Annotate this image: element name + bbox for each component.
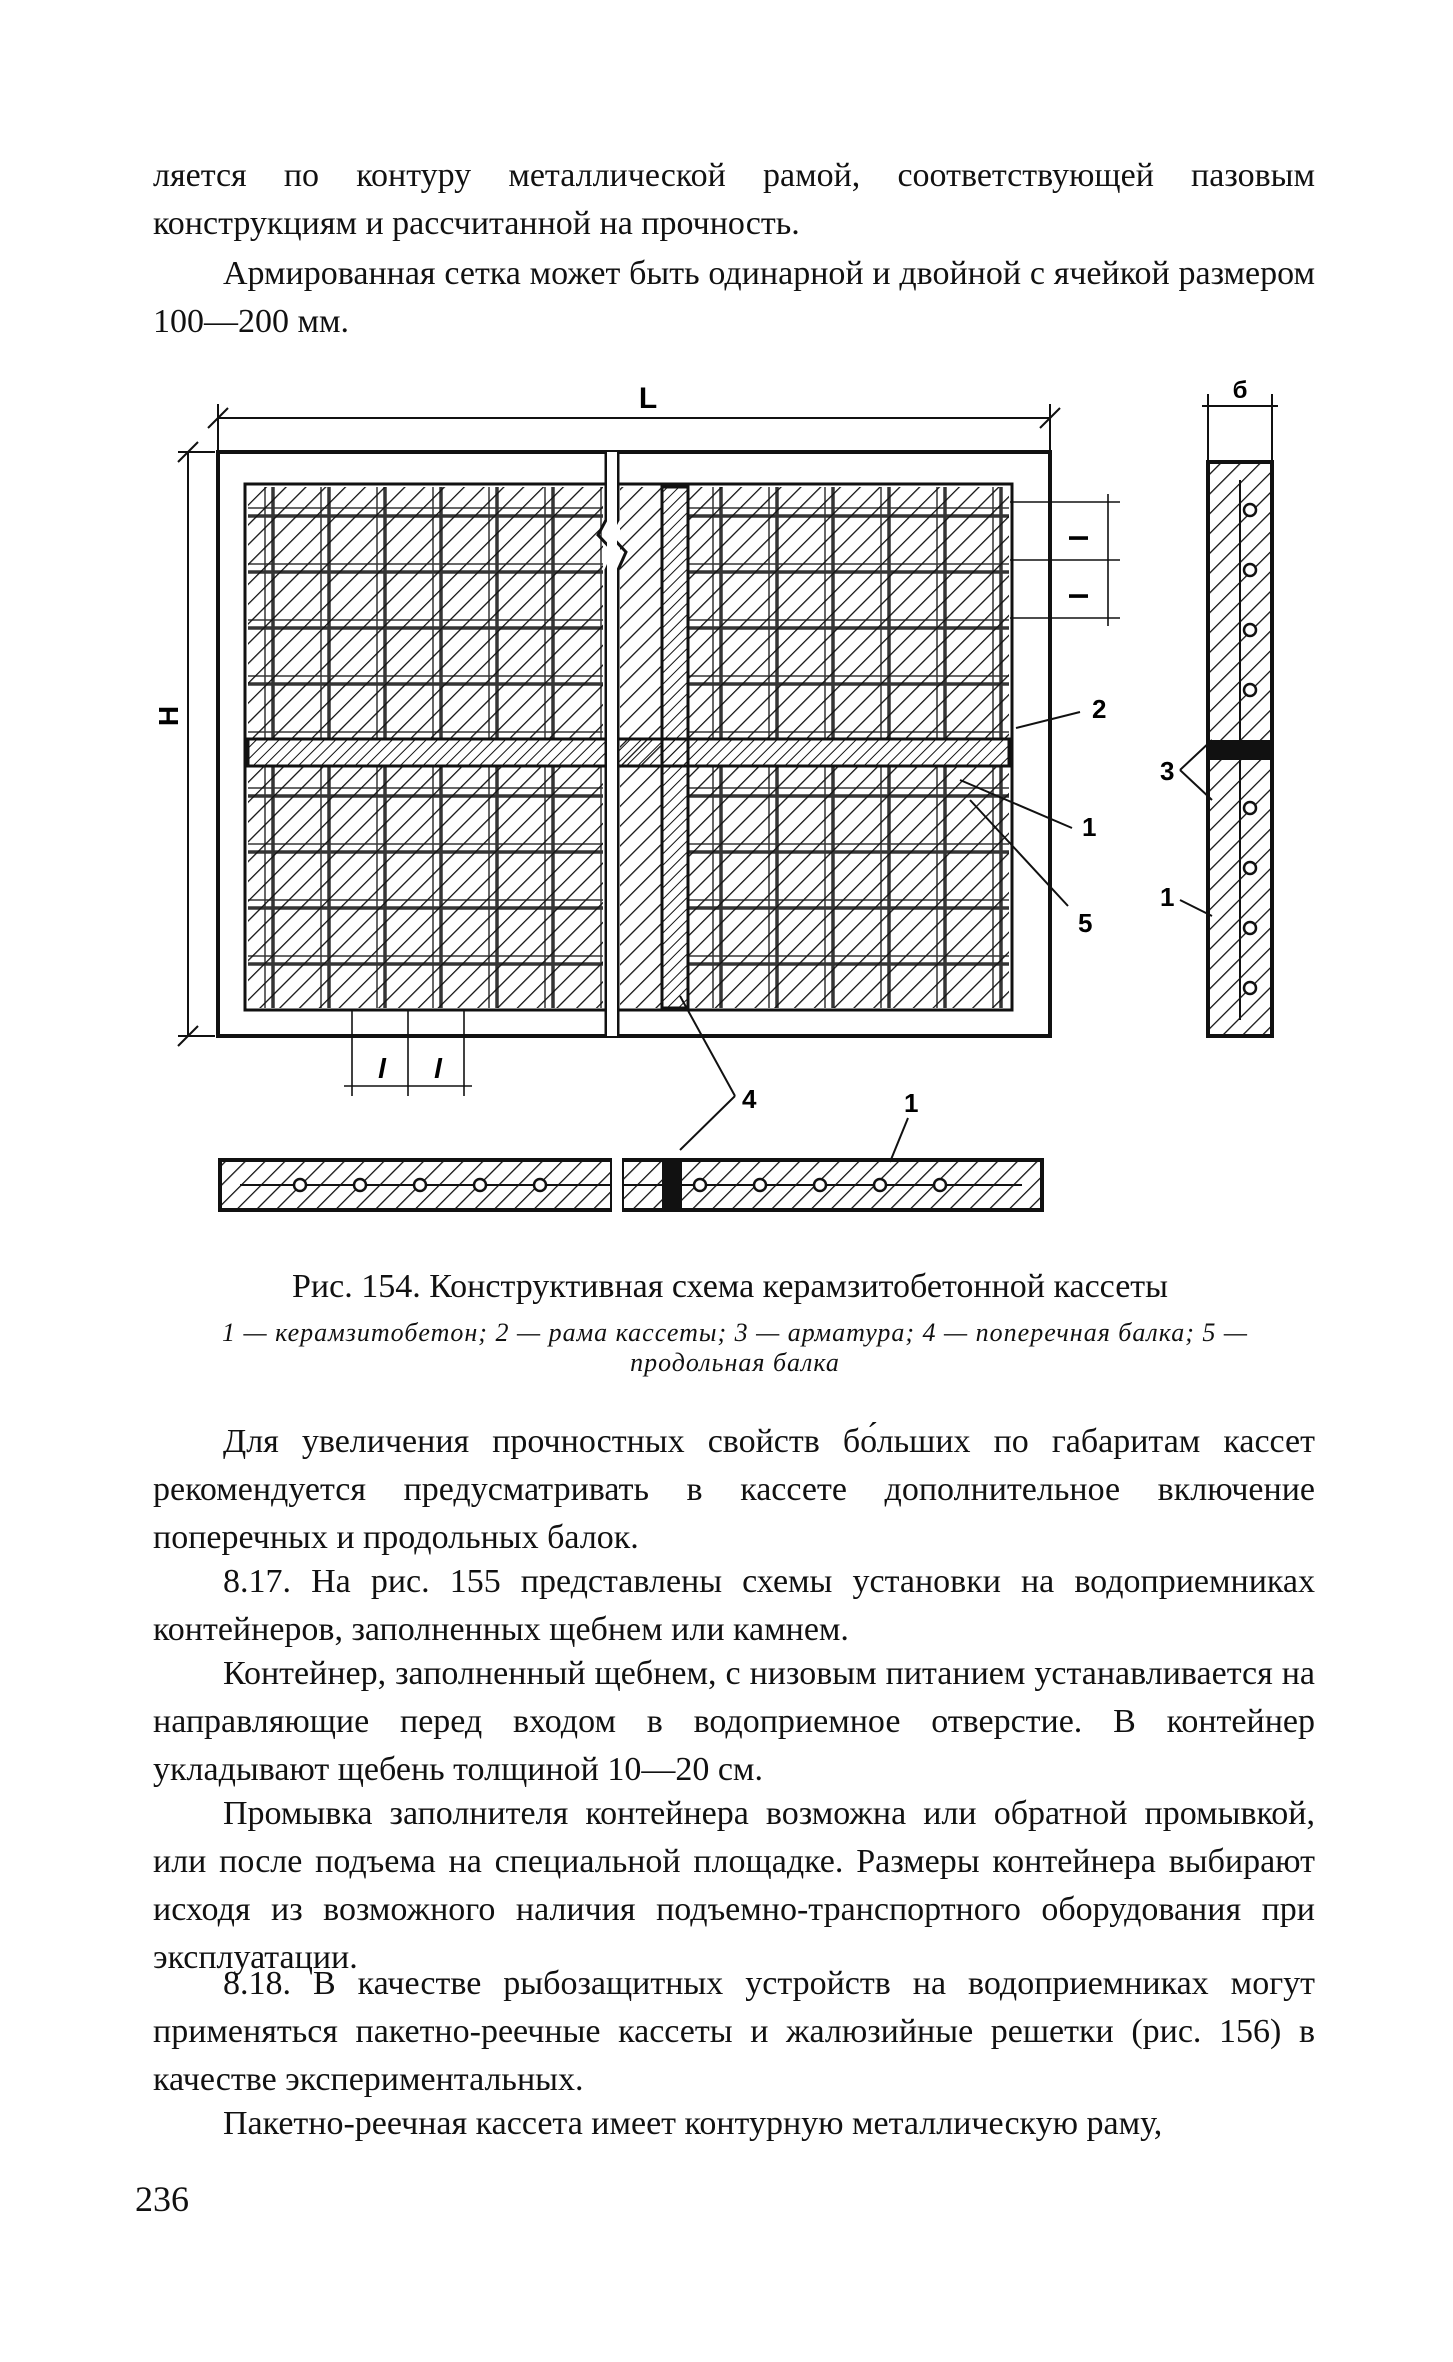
label-l-right-2: l [1064, 592, 1094, 600]
callout-3-rebar [1160, 740, 1212, 800]
paragraph-cassette: Пакетно-реечная кассета имеет контурную металлическую раму, [223, 2105, 1163, 2142]
paragraph-8-18: 8.18. В качестве рыбозащитных устройств на водоприемниках могут применяться пакетно-реечные кассеты и жалюзийные решетки (рис. 156) в качестве экспериментальных. [153, 1965, 1315, 2098]
figure-caption-legend: 1 — керамзитобетон; 2 — рама кассеты; 3 — арматура; 4 — поперечная балка; 5 — продольная балка [222, 1318, 1248, 1377]
callout-4-transverse [680, 996, 757, 1150]
callout-5-label: 5 [1078, 908, 1093, 938]
label-L: L [638, 382, 658, 415]
callout-1-vertical [1160, 882, 1212, 916]
transverse-beam [662, 487, 688, 1008]
callout-3-label: 3 [1160, 756, 1175, 786]
callout-1-label: 1 [1082, 812, 1097, 842]
horizontal-section [220, 1152, 1042, 1218]
callout-2-label: 2 [1092, 694, 1107, 724]
label-H: H [153, 705, 184, 727]
callout-1-section [890, 1088, 918, 1162]
paragraph-beams: Для увеличения прочностных свойств бо́льших по габаритам кассет рекомендуется предусматривать в кассете дополнительное включение поперечных и продольных балок. [153, 1423, 1315, 1556]
paragraph-washing: Промывка заполнителя контейнера возможна или обратной промывкой, или после подъема на специальной площадке. Размеры контейнера выбирают исходя из возможного наличия подъемно-транспортного оборудования при эксплуатации. [153, 1795, 1315, 1976]
label-b: б [1232, 377, 1248, 404]
paragraph-mesh: Армированная сетка может быть одинарной и двойной с ячейкой размером 100—200 мм. [153, 255, 1315, 340]
label-l-right-1: l [1064, 534, 1094, 542]
callout-2-frame [1016, 694, 1106, 728]
dimension-H [153, 442, 215, 1046]
callout-1-vertical-label: 1 [1160, 882, 1175, 912]
dimension-l-bottom [344, 1010, 472, 1096]
vertical-section [1202, 377, 1278, 1036]
callout-1-section-label: 1 [904, 1088, 919, 1118]
paragraph-continuation: ляется по контуру металлической рамой, соответствующей пазовым конструкциям и рассчитанной на прочность. [153, 157, 1315, 242]
label-l-bottom-1: l [378, 1053, 386, 1084]
paragraph-8-17: 8.17. На рис. 155 представлены схемы установки на водоприемниках контейнеров, заполненных щебнем или камнем. [153, 1563, 1315, 1648]
figure-caption-title: Рис. 154. Конструктивная схема керамзитобетонной кассеты [292, 1268, 1168, 1305]
callout-4-label: 4 [742, 1084, 757, 1114]
label-l-bottom-2: l [434, 1053, 442, 1084]
figure-154-cassette-schema [0, 370, 1453, 1230]
dimension-L [208, 382, 1060, 455]
paragraph-container: Контейнер, заполненный щебнем, с низовым питанием устанавливается на направляющие перед входом в водоприемное отверстие. В контейнер укладывают щебень толщиной 10—20 см. [153, 1655, 1315, 1788]
longitudinal-beam [248, 739, 1009, 766]
page-number: 236 [135, 2179, 189, 2219]
dimension-l-right [1010, 494, 1120, 626]
